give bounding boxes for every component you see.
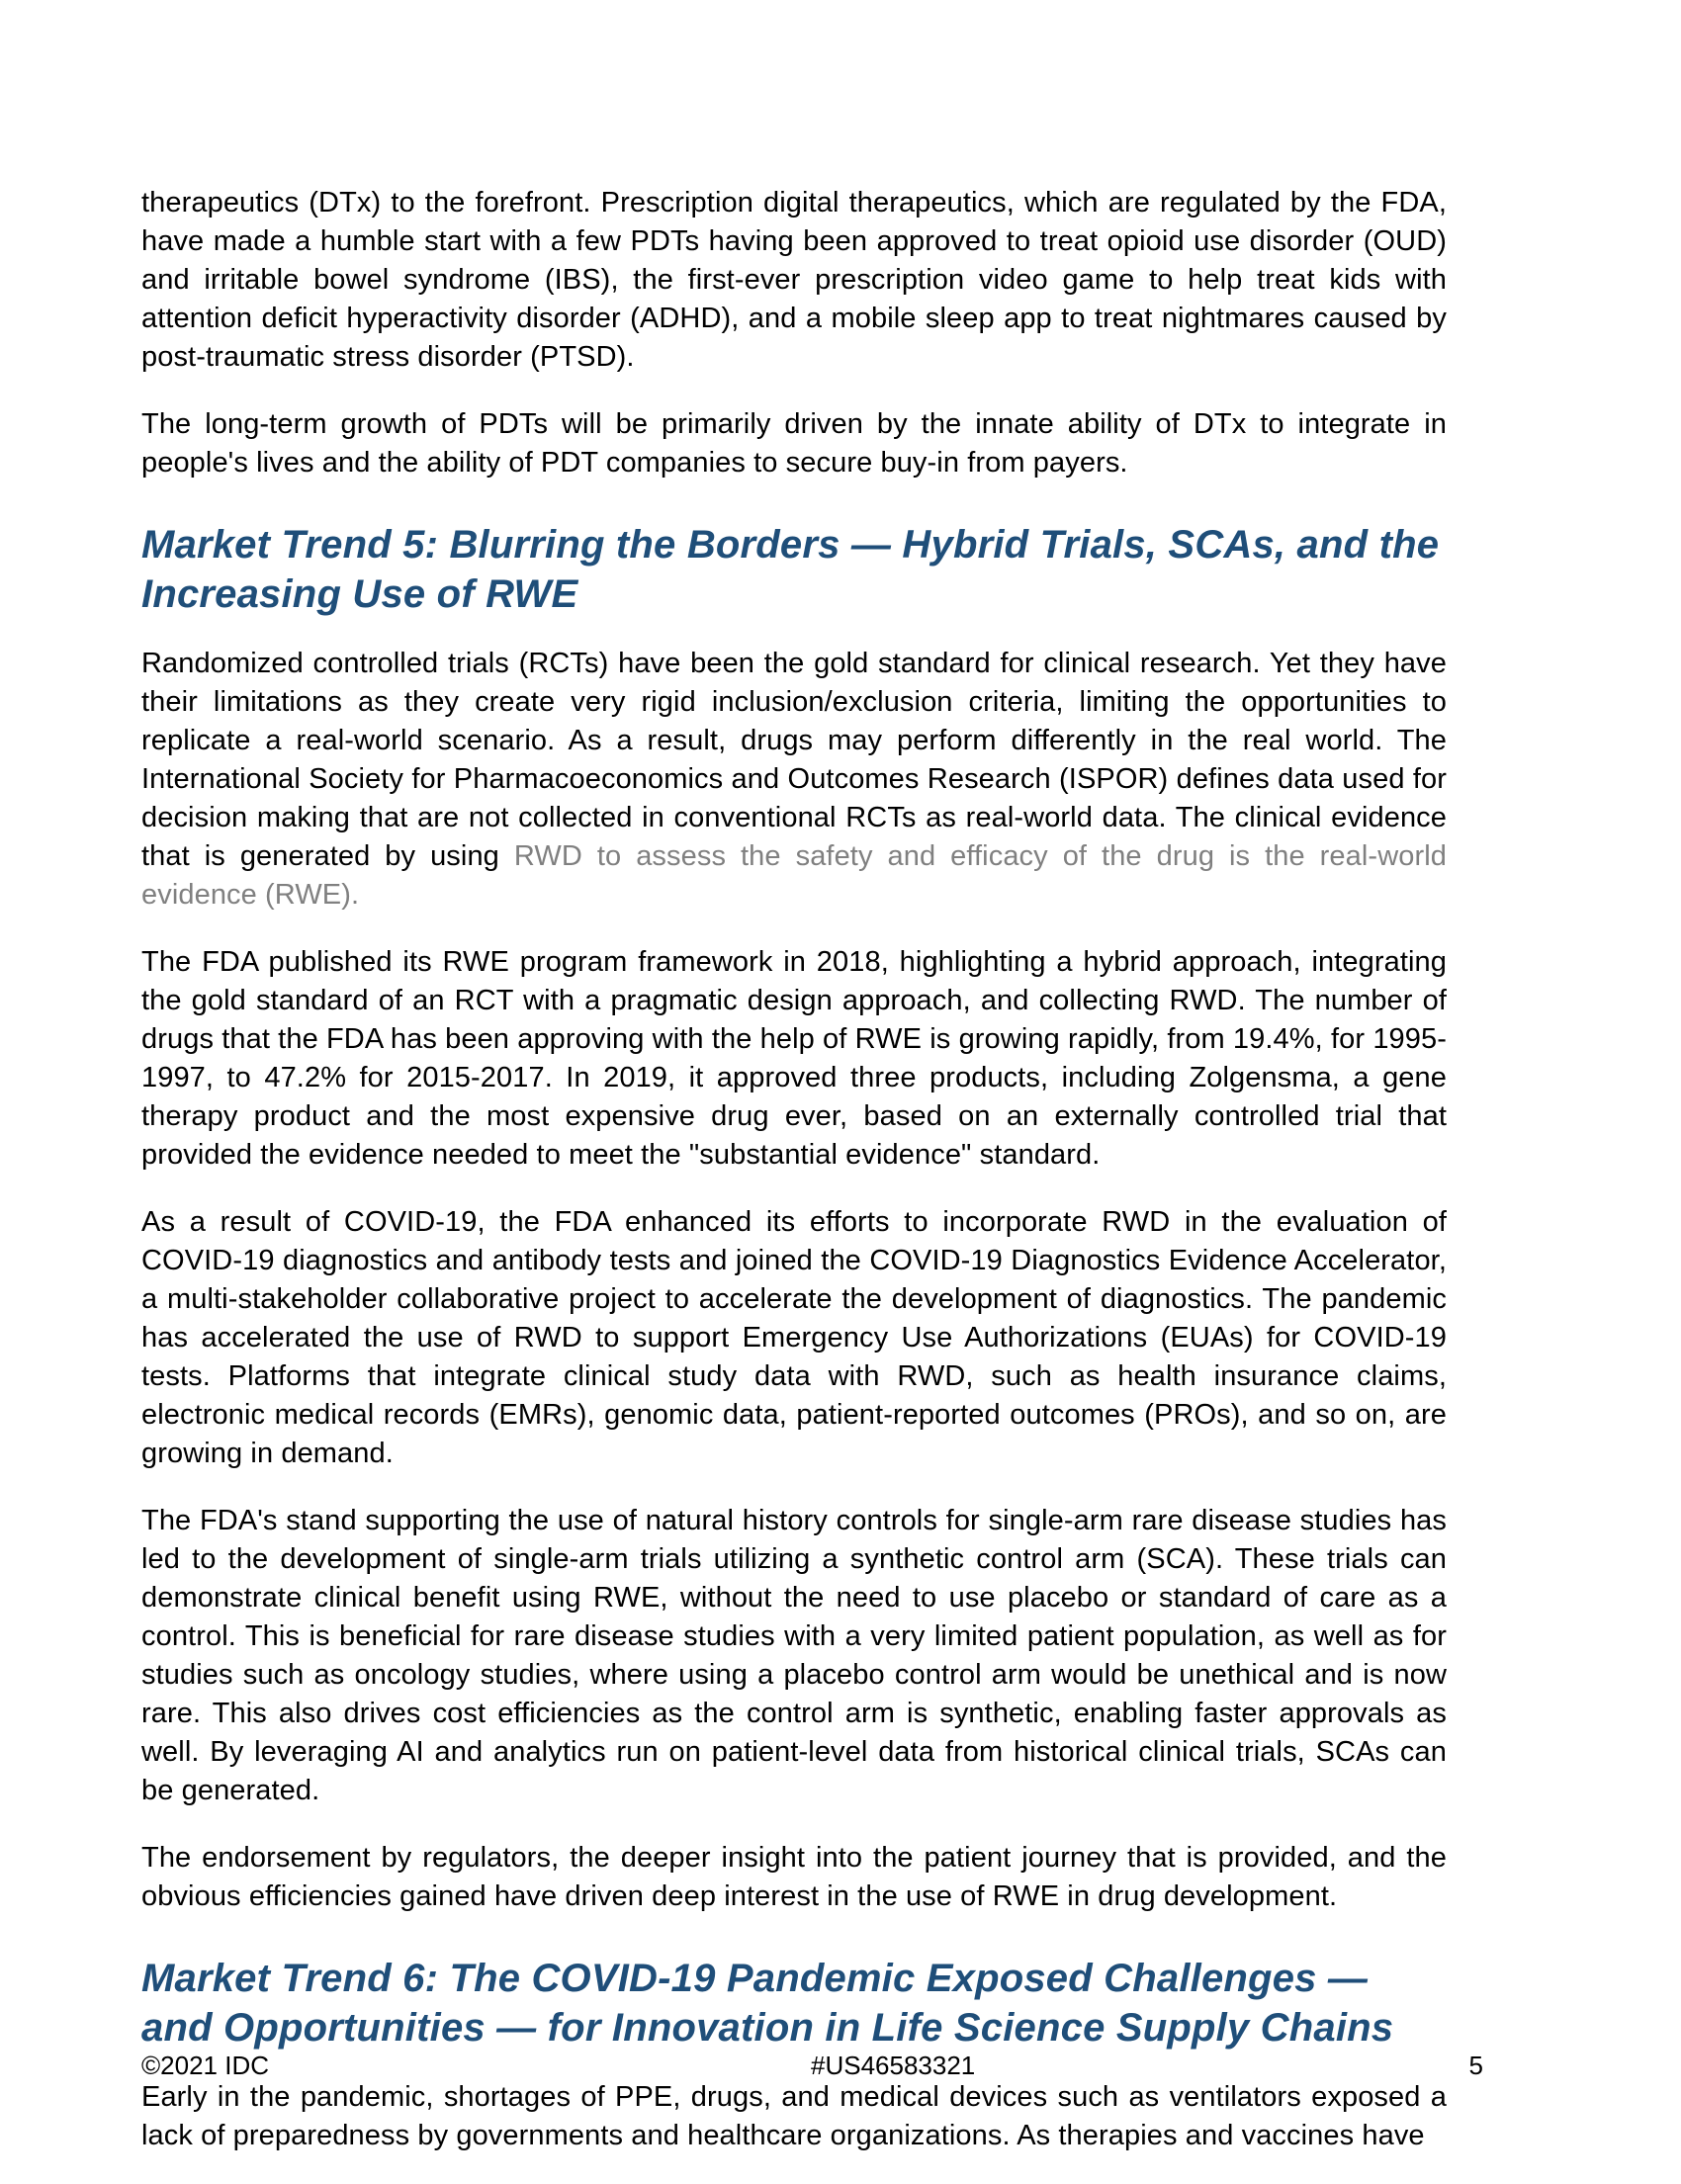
page-content [141,184,1447,2184]
heading-market-trend-6: Market Trend 6: The COVID-19 Pandemic Exposed Challenges — and Opportunities — for Innovation in Life Science Supply Chains [141,1957,1394,2050]
paragraph-synthetic-control-arm: The FDA's stand supporting the use of natural history controls for single-arm rare disease studies has led to the development of single-arm trials utilizing a synthetic control arm (SCA). These trials can demonstrate clinical benefit using RWE, without the need to use placebo or standard of care as a control. This is beneficial for rare disease studies with a very limited patient population, as well as for studies such as oncology studies, where using a placebo control arm would be unethical and is now rare. This also drives cost efficiencies as the control arm is synthetic, enabling faster approvals as well. By leveraging AI and analytics run on patient-level data from historical clinical trials, SCAs can be generated. [141,1505,1447,1806]
heading-market-trend-5: Market Trend 5: Blurring the Borders — Hybrid Trials, SCAs, and the Increasing Use of RWE [141,523,1440,616]
paragraph-pandemic-shortages: Early in the pandemic, shortages of PPE, drugs, and medical devices such as ventilators exposed a lack of preparedness by governments and healthcare organizations. As therapies and vaccines have [141,2081,1447,2151]
paragraph-dtx-continuation: therapeutics (DTx) to the forefront. Prescription digital therapeutics, which are regulated by the FDA, have made a humble start with a few PDTs having been approved to treat opioid use disorder (OUD) and irritable bowel syndrome (IBS), the first-ever prescription video game to help treat kids with attention deficit hyperactivity disorder (ADHD), and a mobile sleep app to treat nightmares caused by post-traumatic stress disorder (PTSD). [141,187,1447,373]
paragraph-rct-rwd-muted-text: RWD to assess the safety and efficacy of the drug is the real-world evidence (RWE). [141,840,1447,911]
paragraph-fda-rwe-framework: The FDA published its RWE program framework in 2018, highlighting a hybrid approach, integrating the gold standard of an RCT with a pragmatic design approach, and collecting RWD. The number of drugs that the FDA has been approving with the help of RWE is growing rapidly, from 19.4%, for 1995-1997, to 47.2% for 2015-2017. In 2019, it approved three products, including Zolgensma, a gene therapy product and the most expensive drug ever, based on an externally controlled trial that provided the evidence needed to meet the "substantial evidence" standard. [141,946,1447,1171]
footer-document-id: #US46583321 [811,2051,976,2080]
page-footer [141,2049,1483,2082]
paragraph-rct-rwd [141,645,1447,915]
paragraph-covid-rwd: As a result of COVID-19, the FDA enhanced its efforts to incorporate RWD in the evaluation of COVID-19 diagnostics and antibody tests and joined the COVID-19 Diagnostics Evidence Accelerator, a multi-stakeholder collaborative project to accelerate the development of diagnostics. The pandemic has accelerated the use of RWD to support Emergency Use Authorizations (EUAs) for COVID-19 tests. Platforms that integrate clinical study data with RWD, such as health insurance claims, electronic medical records (EMRs), genomic data, patient-reported outcomes (PROs), and so on, are growing in demand. [141,1206,1447,1469]
paragraph-pdt-growth: The long-term growth of PDTs will be primarily driven by the innate ability of DTx to integrate in people's lives and the ability of PDT companies to secure buy-in from payers. [141,408,1447,479]
paragraph-regulator-endorsement: The endorsement by regulators, the deeper insight into the patient journey that is provided, and the obvious efficiencies gained have driven deep interest in the use of RWE in drug development. [141,1842,1447,1912]
paragraph-rct-rwd-lead: Randomized controlled trials (RCTs) have been the gold standard for clinical research. Yet they have their limitations as they create very rigid inclusion/exclusion criteria, limiting the opportunities to replicate a real-world scenario. As a result, drugs may perform differently in the real world. The International Society for Pharmacoeconomics and Outcomes Research (ISPOR) defines data used for decision making that are not collected in conventional RCTs as real-world data. The clinical evidence that is generated by using [141,648,1447,872]
footer-copyright: ©2021 IDC [141,2051,269,2080]
footer-page-number: 5 [1468,2051,1483,2080]
